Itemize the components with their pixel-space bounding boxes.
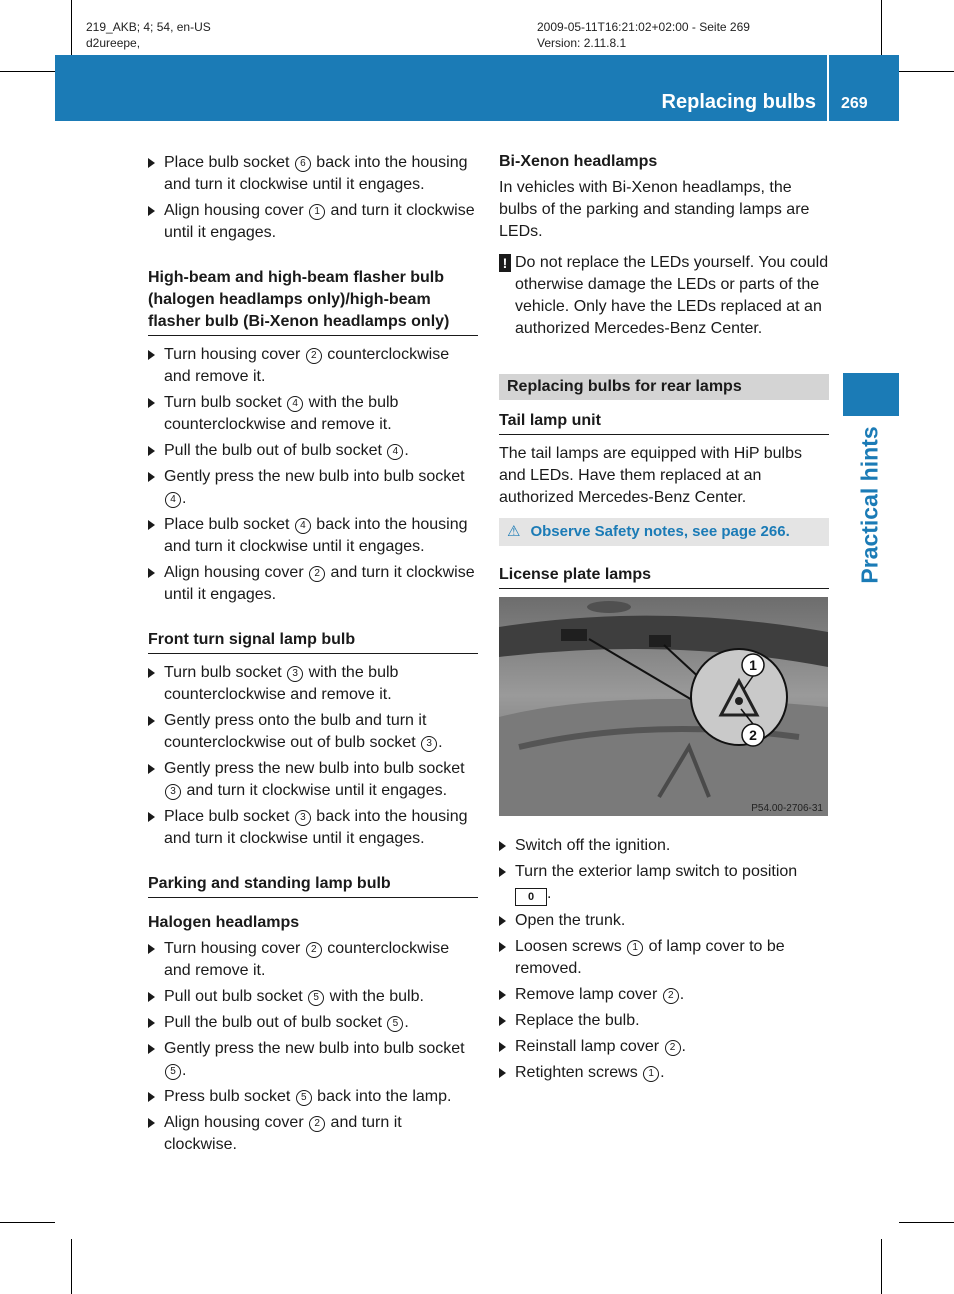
step-text: Gently press onto the bulb and turn it counterclockwise out of bulb socket xyxy=(164,712,427,751)
step-text: . xyxy=(404,442,409,459)
subsection-title-halogen: Halogen headlamps xyxy=(148,914,300,931)
step-arrow-icon xyxy=(148,446,155,456)
step-text: Place bulb socket xyxy=(164,516,294,533)
instruction-step xyxy=(148,986,478,1008)
step-arrow-icon xyxy=(148,398,155,408)
instruction-step xyxy=(499,1010,829,1032)
step-text: Reinstall lamp cover xyxy=(515,1038,664,1055)
left-column xyxy=(148,152,478,1160)
step-text: . xyxy=(404,1014,409,1031)
instruction-step xyxy=(499,1062,829,1084)
meta-line: 219_AKB; 4; 54, en-US xyxy=(86,20,211,34)
part-number-badge: 4 xyxy=(295,518,311,534)
step-text: . xyxy=(182,1062,187,1079)
step-text: Place bulb socket xyxy=(164,808,294,825)
step-text: Turn bulb socket xyxy=(164,664,287,681)
step-text: and turn it clockwise until it engages. xyxy=(164,202,475,241)
step-arrow-icon xyxy=(499,1068,506,1078)
step-text: . xyxy=(182,490,187,507)
instruction-step xyxy=(148,514,478,558)
step-arrow-icon xyxy=(148,668,155,678)
step-text: and turn it clockwise. xyxy=(164,1114,402,1153)
instruction-step xyxy=(148,758,478,802)
instruction-step xyxy=(499,910,829,932)
step-arrow-icon xyxy=(148,944,155,954)
section-title-front-turn: Front turn signal lamp bulb xyxy=(148,629,478,654)
instruction-step xyxy=(148,466,478,510)
lamp-opening xyxy=(649,635,671,647)
step-arrow-icon xyxy=(148,158,155,168)
part-number-badge: 4 xyxy=(387,444,403,460)
switch-position-symbol: 0 xyxy=(515,888,547,906)
step-text: back into the housing and turn it clockwise until it engages. xyxy=(164,154,468,193)
step-text: Pull the bulb out of bulb socket xyxy=(164,1014,387,1031)
step-text: Turn the exterior lamp switch to position xyxy=(515,863,798,880)
meta-line: d2ureepe, xyxy=(86,36,141,50)
license-plate-lamp-photo xyxy=(499,597,828,816)
step-text: Replace the bulb. xyxy=(515,1012,640,1029)
part-number-badge: 2 xyxy=(306,348,322,364)
crop-mark xyxy=(899,71,954,72)
section-title-license: License plate lamps xyxy=(499,564,829,589)
step-text: . xyxy=(438,734,443,751)
step-text: with the bulb. xyxy=(325,988,424,1005)
step-text: . xyxy=(681,1038,686,1055)
instruction-step xyxy=(148,344,478,388)
part-number-badge: 3 xyxy=(421,736,437,752)
step-arrow-icon xyxy=(148,350,155,360)
part-number-badge: 5 xyxy=(296,1090,312,1106)
safety-text: Observe Safety notes, see page 266. xyxy=(530,523,790,540)
step-arrow-icon xyxy=(499,867,506,877)
step-text: Align housing cover xyxy=(164,1114,309,1131)
step-text: . xyxy=(547,885,552,902)
step-arrow-icon xyxy=(148,206,155,216)
step-text: Place bulb socket xyxy=(164,154,294,171)
instruction-step xyxy=(148,562,478,606)
instruction-step xyxy=(499,1036,829,1058)
warning-triangle-icon: ⚠ xyxy=(507,523,521,540)
section-title-parking: Parking and standing lamp bulb xyxy=(148,873,478,898)
step-text: Align housing cover xyxy=(164,202,309,219)
step-text: back into the housing and turn it clockwise until it engages. xyxy=(164,516,468,555)
crop-mark xyxy=(881,0,882,55)
step-text: Turn housing cover xyxy=(164,346,305,363)
header-banner xyxy=(55,55,899,121)
print-meta-left xyxy=(86,19,211,51)
step-arrow-icon xyxy=(148,472,155,482)
photo-code: P54.00-2706-31 xyxy=(751,803,823,814)
highbeam-steps xyxy=(148,344,478,606)
step-text: Open the trunk. xyxy=(515,912,626,929)
intro-steps xyxy=(148,152,478,244)
crop-mark xyxy=(71,0,72,55)
section-title-tail-lamp: Tail lamp unit xyxy=(499,410,829,435)
crop-mark xyxy=(0,71,55,72)
step-arrow-icon xyxy=(148,992,155,1002)
step-text: Press bulb socket xyxy=(164,1088,295,1105)
step-text: of lamp cover to be removed. xyxy=(515,938,785,977)
note-block xyxy=(499,252,829,340)
step-text: Turn bulb socket xyxy=(164,394,287,411)
step-text: Loosen screws xyxy=(515,938,627,955)
part-number-badge: 5 xyxy=(165,1064,181,1080)
step-arrow-icon xyxy=(499,942,506,952)
instruction-step xyxy=(499,936,829,980)
step-text: Switch off the ignition. xyxy=(515,837,671,854)
instruction-step xyxy=(148,662,478,706)
part-number-badge: 4 xyxy=(165,492,181,508)
chapter-title: Practical hints xyxy=(856,426,883,584)
part-number-badge: 2 xyxy=(309,1116,325,1132)
crop-mark xyxy=(899,1222,954,1223)
part-number-badge: 1 xyxy=(627,940,643,956)
exclamation-icon: ! xyxy=(499,254,511,272)
callout-2-label: 2 xyxy=(749,727,757,743)
part-number-badge: 2 xyxy=(665,1040,681,1056)
part-number-badge: 3 xyxy=(165,784,181,800)
step-arrow-icon xyxy=(148,764,155,774)
step-text: with the bulb counterclockwise and remove it. xyxy=(164,394,399,433)
part-number-badge: 3 xyxy=(287,666,303,682)
bixenon-text: In vehicles with Bi-Xenon headlamps, the bulbs of the parking and standing lamps are LEDs. xyxy=(499,179,810,240)
crop-mark xyxy=(881,1239,882,1294)
header-divider xyxy=(827,55,829,121)
step-text: Pull the bulb out of bulb socket xyxy=(164,442,387,459)
instruction-step xyxy=(148,1112,478,1156)
instruction-step xyxy=(499,861,829,906)
instruction-step xyxy=(148,200,478,244)
instruction-step xyxy=(148,938,478,982)
step-arrow-icon xyxy=(499,841,506,851)
meta-line: Version: 2.11.8.1 xyxy=(537,36,627,50)
license-steps xyxy=(499,835,829,1084)
part-number-badge: 5 xyxy=(387,1016,403,1032)
part-number-badge: 2 xyxy=(309,566,325,582)
instruction-step xyxy=(148,1038,478,1082)
step-arrow-icon xyxy=(148,520,155,530)
section-title-highbeam: High-beam and high-beam flasher bulb (halogen headlamps only)/high-beam flasher bulb (Bi-Xenon headlamps only) xyxy=(148,267,478,336)
part-number-badge: 3 xyxy=(295,810,311,826)
step-arrow-icon xyxy=(148,1018,155,1028)
instruction-step xyxy=(148,1086,478,1108)
part-number-badge: 1 xyxy=(309,204,325,220)
instruction-step xyxy=(148,1012,478,1034)
step-text: counterclockwise and remove it. xyxy=(164,940,450,979)
part-number-badge: 2 xyxy=(663,988,679,1004)
step-text: counterclockwise and remove it. xyxy=(164,346,450,385)
safety-note xyxy=(499,518,829,546)
step-text: and turn it clockwise until it engages. xyxy=(164,564,475,603)
part-number-badge: 2 xyxy=(306,942,322,958)
step-arrow-icon xyxy=(148,1118,155,1128)
print-meta-right xyxy=(537,19,750,51)
part-number-badge: 6 xyxy=(295,156,311,172)
step-text: Remove lamp cover xyxy=(515,986,662,1003)
front-steps xyxy=(148,662,478,850)
step-arrow-icon xyxy=(148,716,155,726)
step-arrow-icon xyxy=(148,1044,155,1054)
page-number: 269 xyxy=(841,95,868,112)
section-bar-rear-lamps: Replacing bulbs for rear lamps xyxy=(499,374,829,400)
step-text: . xyxy=(679,986,685,1003)
step-arrow-icon xyxy=(499,1042,506,1052)
callout-1-label: 1 xyxy=(749,657,757,673)
part-number-badge: 1 xyxy=(643,1066,659,1082)
step-arrow-icon xyxy=(148,568,155,578)
meta-line: 2009-05-11T16:21:02+02:00 - Seite 269 xyxy=(537,20,750,34)
step-text: Retighten screws xyxy=(515,1064,643,1081)
halogen-steps xyxy=(148,938,478,1156)
crop-mark xyxy=(0,1222,55,1223)
instruction-step xyxy=(499,984,829,1006)
step-text: Align housing cover xyxy=(164,564,309,581)
step-arrow-icon xyxy=(499,990,506,1000)
step-text: Gently press the new bulb into bulb socket xyxy=(164,468,465,485)
step-text: Gently press the new bulb into bulb socket xyxy=(164,1040,465,1057)
step-text: . xyxy=(660,1064,665,1081)
step-arrow-icon xyxy=(148,812,155,822)
note-text: Do not replace the LEDs yourself. You could otherwise damage the LEDs or parts of the vehicle. Only have the LEDs replaced at an authorized Mercedes-Benz Center. xyxy=(515,254,829,337)
lamp-opening xyxy=(561,629,587,641)
step-arrow-icon xyxy=(499,916,506,926)
step-arrow-icon xyxy=(148,1092,155,1102)
instruction-step xyxy=(148,806,478,850)
step-text: and turn it clockwise until it engages. xyxy=(182,782,448,799)
tail-text: The tail lamps are equipped with HiP bulbs and LEDs. Have them replaced at an authorized Mercedes-Benz Center. xyxy=(499,445,802,506)
step-text: Pull out bulb socket xyxy=(164,988,308,1005)
step-text: back into the lamp. xyxy=(312,1088,452,1105)
instruction-step xyxy=(499,835,829,857)
instruction-step xyxy=(148,152,478,196)
instruction-step xyxy=(148,440,478,462)
page-title: Replacing bulbs xyxy=(661,91,816,113)
part-number-badge: 4 xyxy=(287,396,303,412)
step-text: with the bulb counterclockwise and remove it. xyxy=(164,664,399,703)
step-text: Gently press the new bulb into bulb socket xyxy=(164,760,465,777)
chapter-tab xyxy=(843,373,899,416)
crop-mark xyxy=(71,1239,72,1294)
step-text: back into the housing and turn it clockwise until it engages. xyxy=(164,808,468,847)
step-arrow-icon xyxy=(499,1016,506,1026)
instruction-step xyxy=(148,710,478,754)
step-text: Turn housing cover xyxy=(164,940,305,957)
part-number-badge: 5 xyxy=(308,990,324,1006)
right-column xyxy=(499,151,829,1088)
instruction-step xyxy=(148,392,478,436)
subsection-title-bixenon: Bi-Xenon headlamps xyxy=(499,153,658,170)
